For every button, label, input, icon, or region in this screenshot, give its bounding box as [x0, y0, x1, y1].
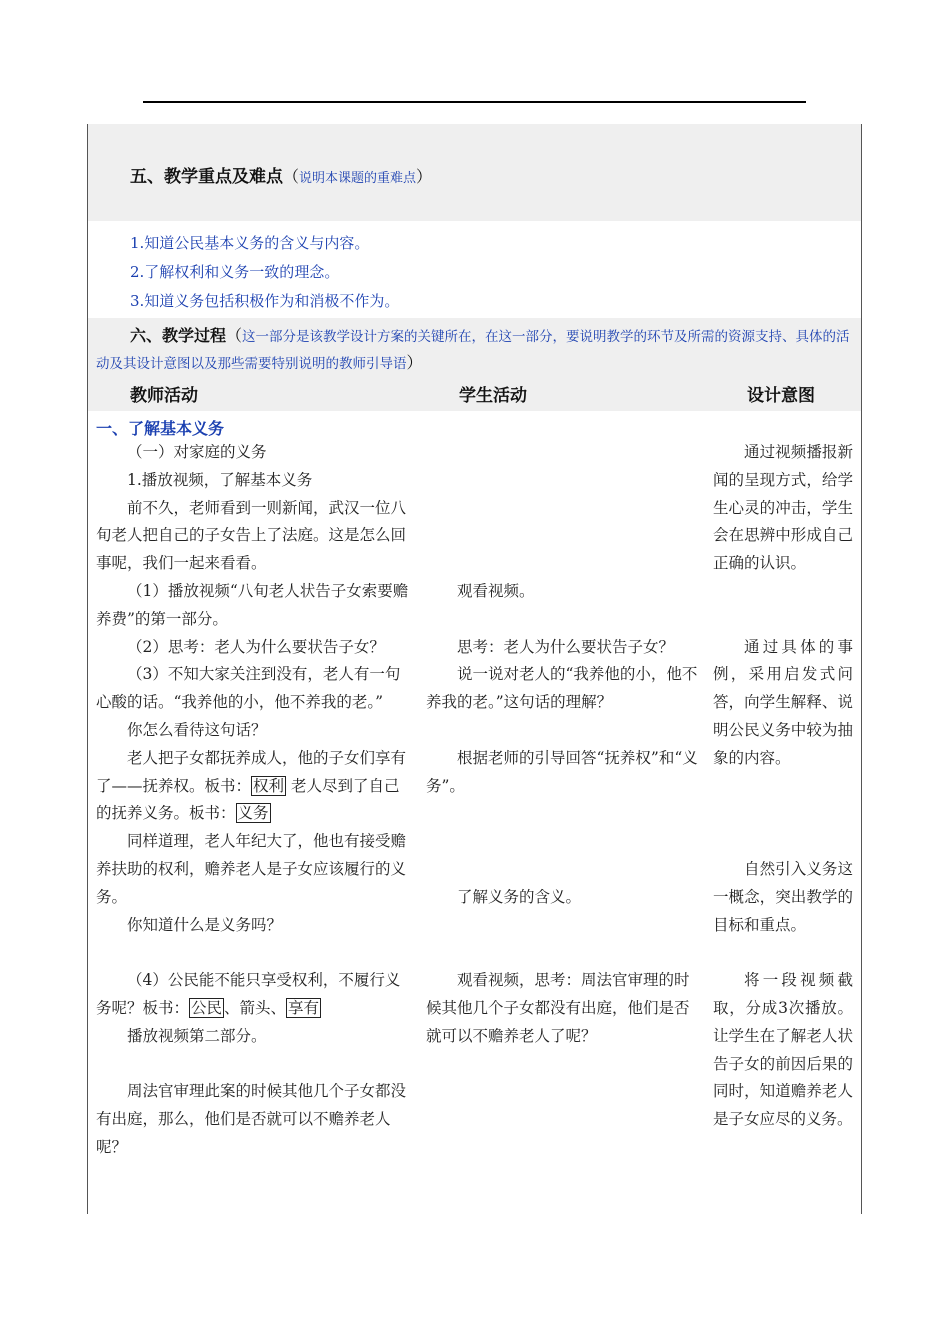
table-border-left — [87, 124, 88, 1214]
section5-note-close: ） — [416, 167, 433, 186]
section6-note-open: （ — [226, 326, 243, 345]
section6-note: 这一部分是该教学设计方案的关键所在，在这一部分，要说明教学的环节及所需的资源支持、具体的活动及其设计意图以及那些需要特别说明的教师引导语 — [96, 329, 850, 372]
teacher-line: （2）思考：老人为什么要状告子女？ — [127, 637, 385, 656]
teacher-line: 播放视频第二部分。 — [127, 1026, 267, 1045]
design-line: 自然引入义务这一概念，突出教学的目标和重点。 — [713, 859, 853, 934]
teacher-text: 老人把子女都抚养成人，他的子女们享有了——抚养权。板书： — [96, 748, 407, 795]
column-header-student: 学生活动 — [459, 386, 527, 406]
teacher-text: 、箭头、 — [224, 998, 287, 1017]
student-line: 观看视频，思考：周法官审理的时候其他几个子女都没有出庭，他们是否就可以不赡养老人了呢？ — [426, 971, 690, 1045]
student-activity-column — [426, 439, 698, 1051]
board-word-enjoy: 享有 — [288, 998, 320, 1017]
design-intent-column — [713, 439, 853, 1134]
design-line: 通过具体的事例，采用启发式问答，向学生解释、说明公民义务中较为抽象的内容。 — [713, 637, 853, 767]
section5-heading — [130, 162, 432, 187]
key-points-list — [130, 229, 399, 316]
teacher-line: （3）不知大家关注到没有，老人有一句心酸的话。“我养他的小，他不养我的老。” — [96, 665, 401, 712]
section5-heading-text: 五、教学重点及难点 — [130, 167, 283, 187]
student-line: 观看视频。 — [457, 581, 535, 600]
teacher-text: （4）公民能不能只享受权利，不履行义务呢？板书： — [96, 971, 401, 1017]
teacher-text: 老人尽到了自己的抚养义务。板书： — [96, 776, 400, 823]
column-header-teacher: 教师活动 — [130, 386, 198, 406]
teacher-line: 周法官审理此案的时候其他几个子女都没有出庭，那么，他们是否就可以不赡养老人呢？ — [96, 1082, 407, 1156]
key-point: 3.知道义务包括积极作为和消极不作为。 — [130, 292, 400, 310]
key-point: 1.知道公民基本义务的含义与内容。 — [130, 234, 370, 252]
part1-title: 一、了解基本义务 — [96, 419, 225, 438]
board-word-duty: 义务 — [237, 804, 269, 823]
student-line: 说一说对老人的“我养他的小，他不养我的老。”这句话的理解？ — [426, 665, 698, 712]
section6-heading — [96, 323, 852, 377]
teacher-line — [96, 745, 410, 828]
teacher-line: （1）播放视频“八旬老人状告子女索要赡养费”的第一部分。 — [96, 581, 409, 628]
table-border-right — [861, 124, 862, 1214]
section5-note-open: （ — [283, 167, 300, 186]
teacher-line: 你怎么看待这句话？ — [127, 720, 267, 739]
teacher-line: 你知道什么是义务吗？ — [127, 915, 283, 934]
student-line: 了解义务的含义。 — [457, 887, 582, 906]
board-word-rights: 权利 — [253, 776, 285, 795]
section6-heading-text: 六、教学过程 — [130, 326, 227, 345]
student-line: 思考：老人为什么要状告子女？ — [457, 637, 675, 656]
teacher-line: （一）对家庭的义务 — [127, 443, 267, 461]
design-line: 通过视频播报新闻的呈现方式，给学生心灵的冲击，学生会在思辨中形成自己正确的认识。 — [713, 443, 853, 573]
board-word-citizen: 公民 — [191, 998, 223, 1017]
teacher-line — [96, 967, 410, 1023]
teacher-line: 1.播放视频，了解基本义务 — [127, 470, 313, 489]
design-line: 将一段视频截取，分成3次播放。让学生在了解老人状告子女的前因后果的同时，知道赡养老人是子女应尽的义务。 — [713, 971, 853, 1129]
teacher-line: 同样道理，老人年纪大了，他也有接受赡养扶助的权利，赡养老人是子女应该履行的义务。 — [96, 832, 407, 906]
header-rule — [143, 101, 806, 103]
teacher-line: 前不久，老师看到一则新闻，武汉一位八旬老人把自己的子女告上了法庭。这是怎么回事呢，我们一起来看看。 — [96, 498, 407, 573]
column-header-design: 设计意图 — [747, 386, 815, 406]
student-line: 根据老师的引导回答“抚养权”和“义务”。 — [426, 748, 698, 795]
teacher-activity-column — [96, 439, 410, 1162]
key-point: 2.了解权利和义务一致的理念。 — [130, 263, 340, 281]
section6-note-close: ） — [406, 353, 423, 372]
section5-note: 说明本课题的重难点 — [299, 171, 417, 186]
